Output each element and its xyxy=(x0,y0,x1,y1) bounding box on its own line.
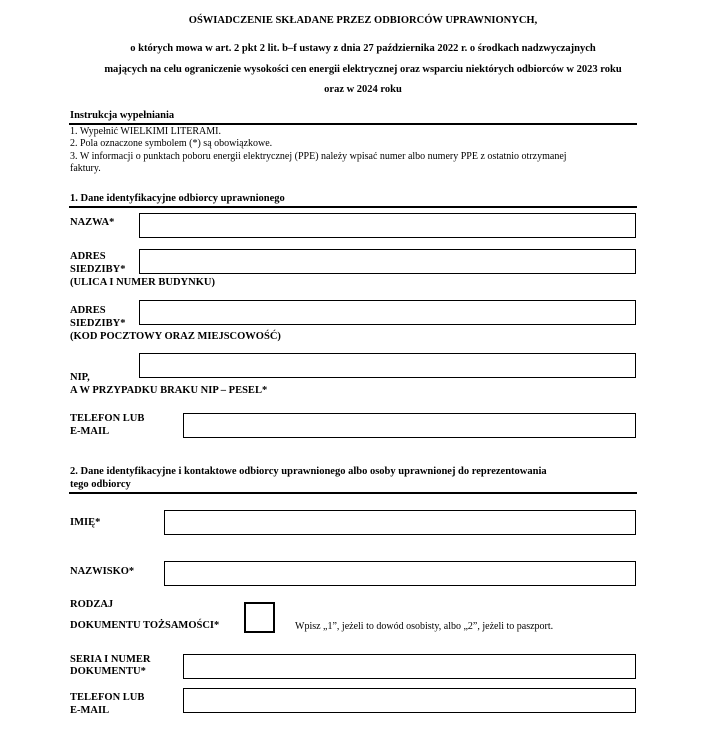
doc-type-note: Wpisz „1”, jeżeli to dowód osobisty, albo „2”, jeżeli to paszport. xyxy=(295,621,554,632)
instructions-heading: Instrukcja wypełniania xyxy=(70,110,175,121)
nip-field[interactable] xyxy=(139,353,636,378)
phone-email-label: E-MAIL xyxy=(70,426,110,437)
form-subtitle-line3: oraz w 2024 roku xyxy=(324,84,402,95)
rep-phone-email-label: TELEFON LUB xyxy=(70,692,145,703)
phone-email-label: TELEFON LUB xyxy=(70,413,145,424)
instruction-item: 2. Pola oznaczone symbolem (*) są obowiązkowe. xyxy=(70,138,273,149)
address-city-label: ADRES xyxy=(70,305,106,316)
name-field[interactable] xyxy=(139,213,636,238)
doc-number-field[interactable] xyxy=(183,654,636,679)
last-name-field[interactable] xyxy=(164,561,636,586)
instructions-divider xyxy=(69,123,637,125)
doc-type-label: RODZAJ xyxy=(70,599,114,610)
rep-phone-email-field[interactable] xyxy=(183,688,636,713)
last-name-label: NAZWISKO* xyxy=(70,566,135,577)
first-name-field[interactable] xyxy=(164,510,636,535)
address-street-label: SIEDZIBY* xyxy=(70,264,126,275)
doc-number-label: DOKUMENTU* xyxy=(70,666,146,677)
nip-label: A W PRZYPADKU BRAKU NIP – PESEL* xyxy=(70,385,268,396)
form-title: OŚWIADCZENIE SKŁADANE PRZEZ ODBIORCÓW UPRAWNIONYCH, xyxy=(188,15,538,26)
address-street-label: ADRES xyxy=(70,251,106,262)
section1-heading: 1. Dane identyfikacyjne odbiorcy uprawnionego xyxy=(70,193,285,204)
doc-type-box[interactable] xyxy=(244,602,275,633)
instruction-item: faktury. xyxy=(70,163,101,174)
address-city-label: SIEDZIBY* xyxy=(70,318,126,329)
section1-divider xyxy=(69,206,637,208)
doc-number-label: SERIA I NUMER xyxy=(70,654,151,665)
address-city-field[interactable] xyxy=(139,300,636,325)
form-subtitle-line2: mających na celu ograniczenie wysokości cen energii elektrycznej oraz wsparciu niektórych odbiorców w 2023 roku xyxy=(104,64,622,75)
address-street-field[interactable] xyxy=(139,249,636,274)
address-city-hint: (KOD POCZTOWY ORAZ MIEJSCOWOŚĆ) xyxy=(70,331,281,342)
rep-phone-email-label: E-MAIL xyxy=(70,705,110,716)
section2-heading: 2. Dane identyfikacyjne i kontaktowe odbiorcy uprawnionego albo osoby uprawnionej do reprezentowania xyxy=(70,466,547,477)
phone-email-field[interactable] xyxy=(183,413,636,438)
address-street-hint: (ULICA I NUMER BUDYNKU) xyxy=(70,277,215,288)
first-name-label: IMIĘ* xyxy=(70,517,101,528)
name-label: NAZWA* xyxy=(70,217,115,228)
section2-divider xyxy=(69,492,637,494)
section2-heading-cont: tego odbiorcy xyxy=(70,479,131,490)
instruction-item: 1. Wypełnić WIELKIMI LITERAMI. xyxy=(70,126,221,137)
form-subtitle-line1: o których mowa w art. 2 pkt 2 lit. b–f ustawy z dnia 27 października 2022 r. o środkach nadzwyczajnych xyxy=(130,43,596,54)
doc-type-label: DOKUMENTU TOŻSAMOŚCI* xyxy=(70,620,220,631)
nip-label: NIP, xyxy=(70,372,90,383)
instruction-item: 3. W informacji o punktach poboru energii elektrycznej (PPE) należy wpisać numer albo numery PPE z ostatnio otrzymanej xyxy=(70,151,567,162)
